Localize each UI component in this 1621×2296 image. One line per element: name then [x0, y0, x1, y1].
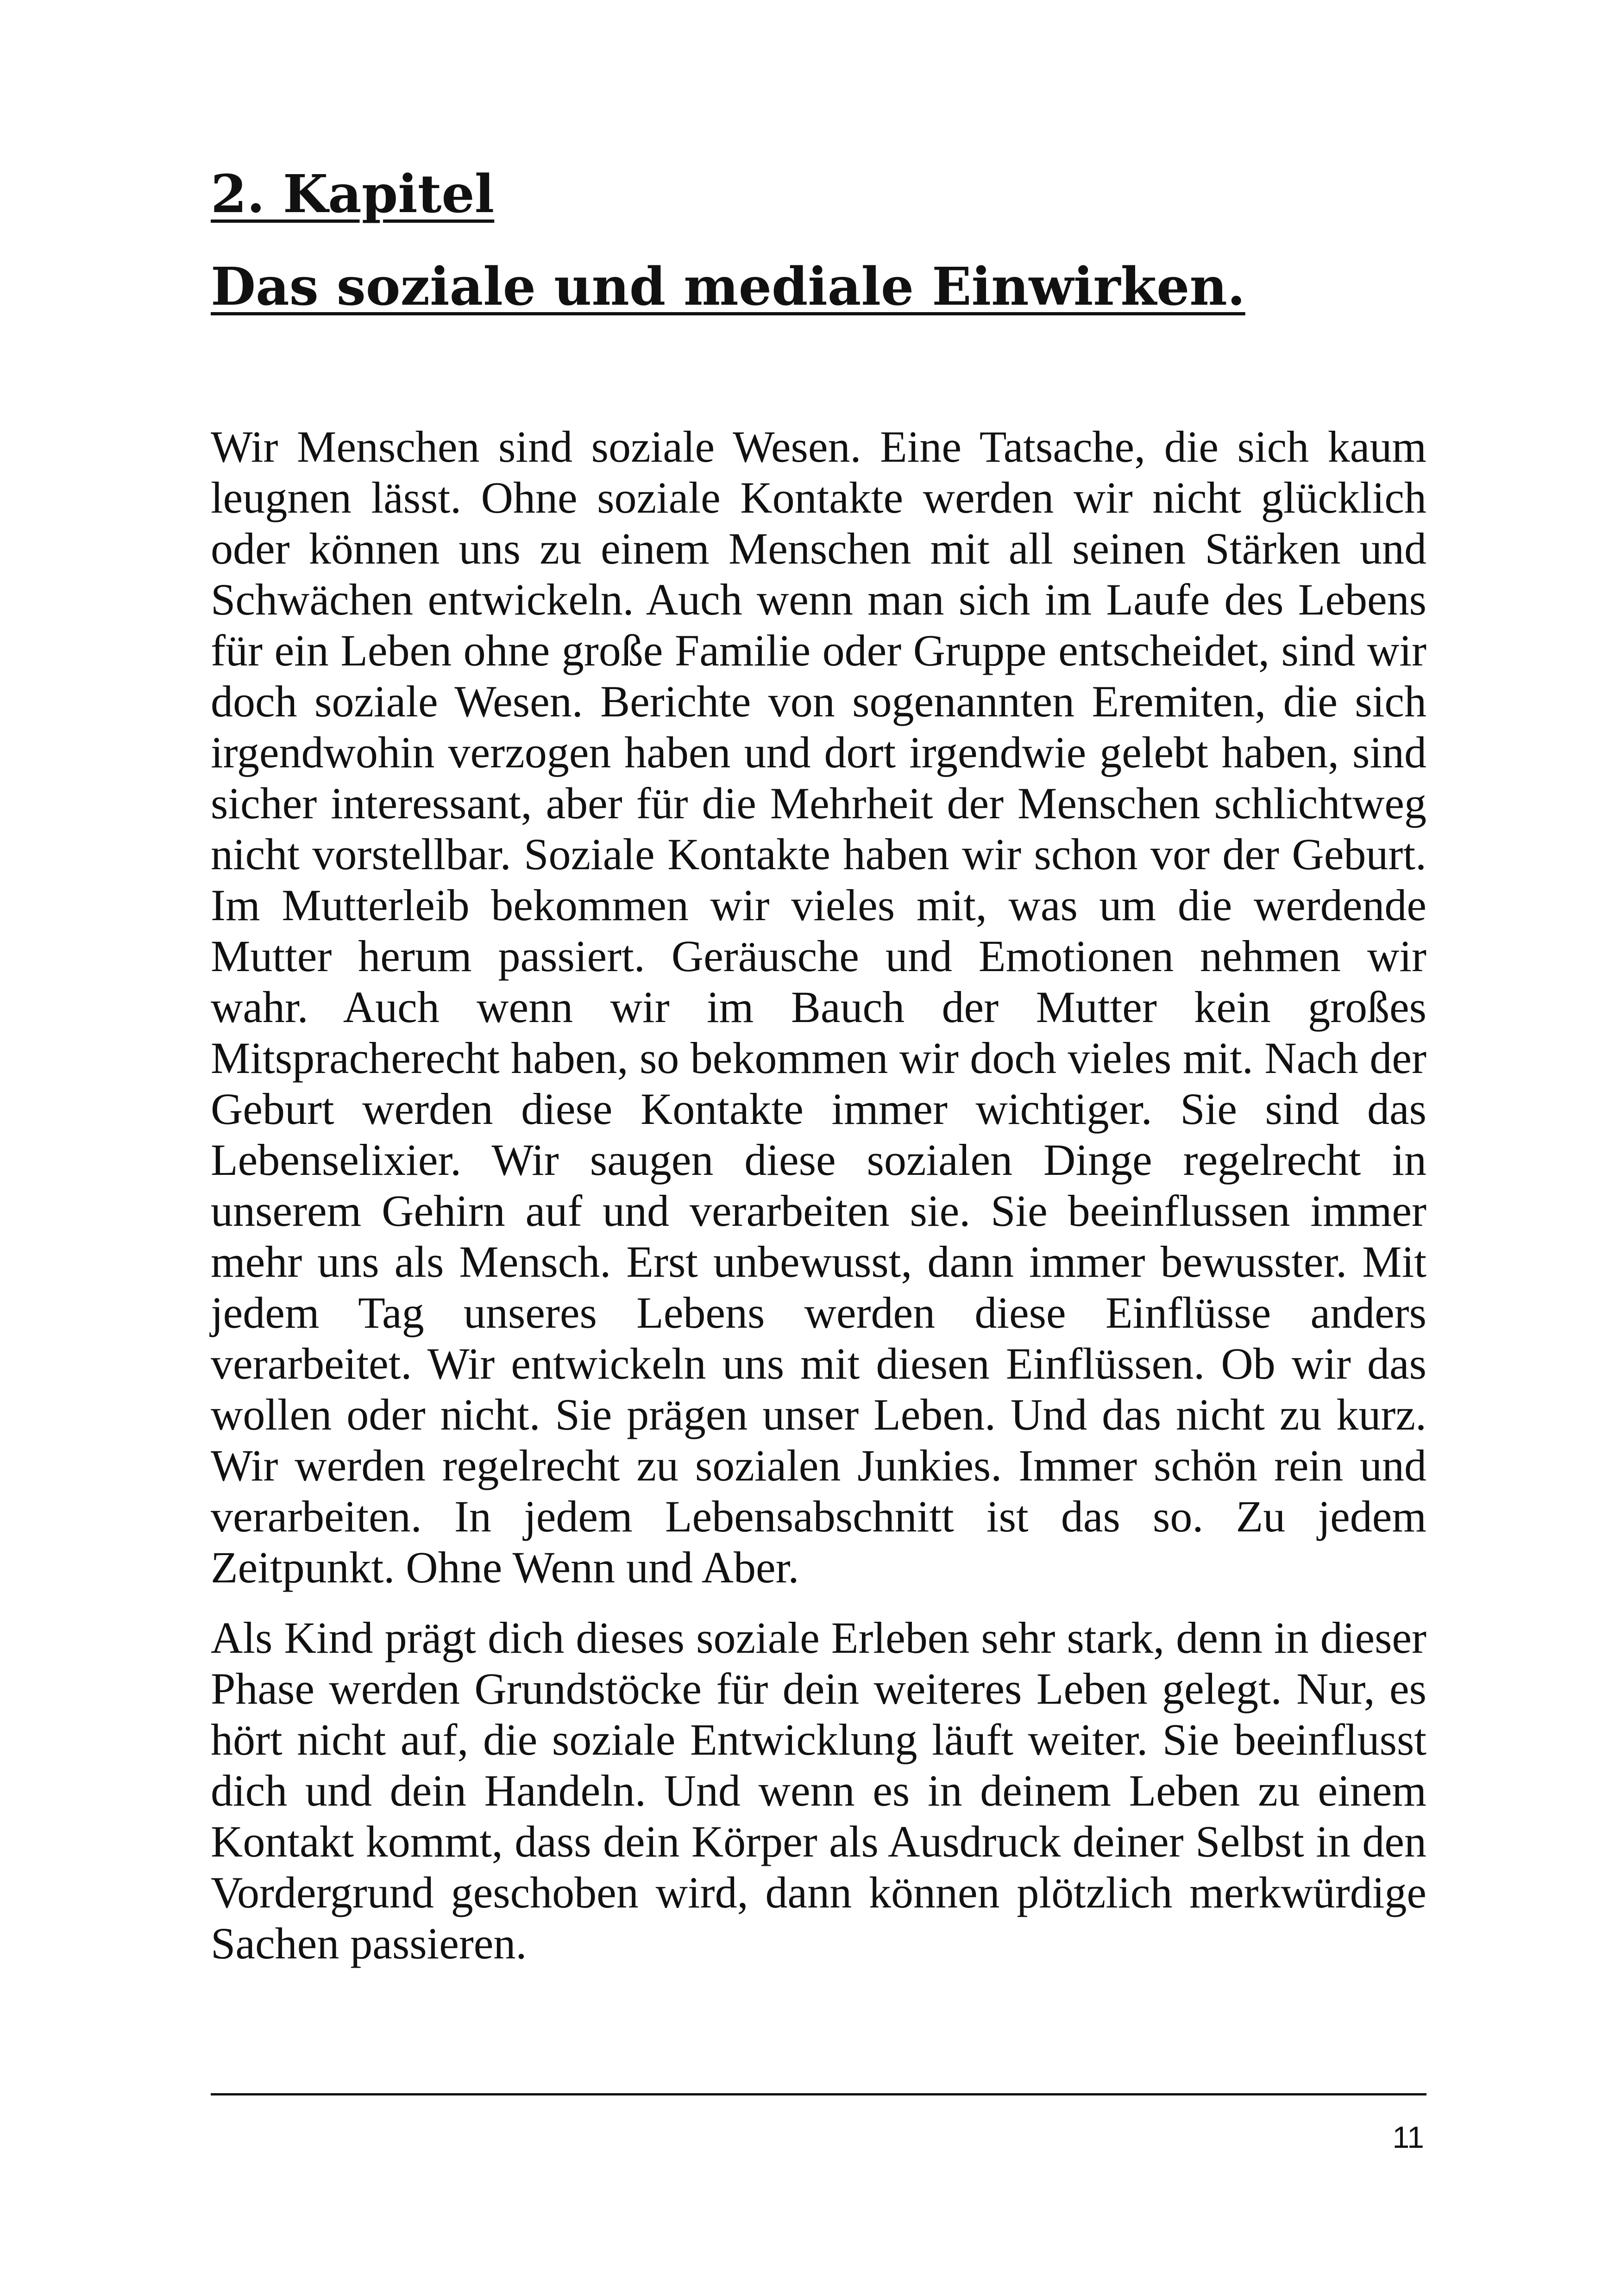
page-number: 11: [1392, 2120, 1424, 2154]
chapter-number-heading: 2. Kapitel: [211, 164, 495, 225]
paragraph-1: Wir Menschen sind soziale Wesen. Eine Tatsache, die sich kaum leugnen lässt. Ohne soziale Kontakte werden wir nicht glücklich oder können uns zu einem Menschen mit all seinen Stärken und Schwächen entwickeln. Auch wenn man sich im Laufe des Lebens für ein Leben ohne große Familie oder Gruppe entscheidet, sind wir doch soziale Wesen. Berichte von sogenannten Eremiten, die sich irgendwohin verzogen haben und dort irgendwie gelebt haben, sind sicher interessant, aber für die Mehrheit der Menschen schlichtweg nicht vorstellbar. Soziale Kontakte haben wir schon vor der Geburt. Im Mutterleib bekommen wir vieles mit, was um die werdende Mutter herum passiert. Geräusche und Emotionen nehmen wir wahr. Auch wenn wir im Bauch der Mutter kein großes Mitspracherecht haben, so bekommen wir doch vieles mit. Nach der Geburt werden diese Kontakte immer wichtiger. Sie sind das Lebenselixier. Wir saugen diese sozialen Dinge regelrecht in unserem Gehirn auf und verarbeiten sie. Sie beeinflussen immer mehr uns als Mensch. Erst unbewusst, dann immer bewusster. Mit jedem Tag unseres Lebens werden diese Einflüsse anders verarbeitet. Wir entwickeln uns mit diesen Einflüssen. Ob wir das wollen oder nicht. Sie prägen unser Leben. Und das nicht zu kurz. Wir werden regelrecht zu sozialen Junkies. Immer schön rein und verarbeiten. In jedem Lebensabschnitt ist das so. Zu jedem Zeitpunkt. Ohne Wenn und Aber.: [211, 422, 1426, 1592]
chapter-title-heading: Das soziale und mediale Einwirken.: [211, 257, 1245, 317]
paragraph-2: Als Kind prägt dich dieses soziale Erleben sehr stark, denn in dieser Phase werden Grundstöcke für dein weiteres Leben gelegt. Nur, es hört nicht auf, die soziale Entwicklung läuft weiter. Sie beeinflusst dich und dein Handeln. Und wenn es in deinem Leben zu einem Kontakt kommt, dass dein Körper als Ausdruck deiner Selbst in den Vordergrund geschoben wird, dann können plötzlich merkwürdige Sachen passieren.: [211, 1613, 1426, 1968]
chapter-body: [211, 421, 1426, 1969]
footer-divider: [211, 2093, 1426, 2095]
